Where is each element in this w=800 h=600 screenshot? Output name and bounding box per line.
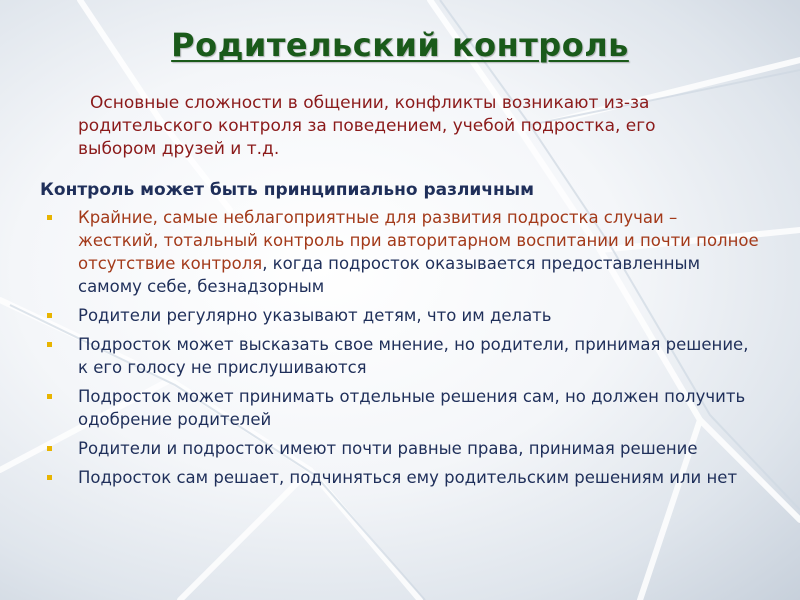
bullet-square-icon xyxy=(47,342,52,347)
list-item-text: Родители и подросток имеют почти равные права, принимая решение xyxy=(78,439,698,458)
list-item-text: Подросток сам решает, подчиняться ему родительским решениям или нет xyxy=(78,468,738,487)
bullet-square-icon xyxy=(47,313,52,318)
bullet-square-icon xyxy=(47,446,52,451)
bullet-square-icon xyxy=(47,215,52,220)
bullet-list xyxy=(40,206,760,495)
bullet-square-icon xyxy=(47,475,52,480)
list-item xyxy=(40,304,760,327)
list-item-text: Родители регулярно указывают детям, что им делать xyxy=(78,306,552,325)
list-item xyxy=(40,385,760,431)
bullet-square-icon xyxy=(47,394,52,399)
list-item xyxy=(40,437,760,460)
subheading: Контроль может быть принципиально различным xyxy=(40,180,535,200)
list-item xyxy=(40,333,760,379)
list-item-text: Подросток может принимать отдельные решения сам, но должен получить одобрение родителей xyxy=(78,387,746,429)
list-item-text: Подросток может высказать свое мнение, но родители, принимая решение, к его голосу не прислушиваются xyxy=(78,335,749,377)
list-item-highlight: Крайние, самые неблагоприятные для развития подростка случаи – жесткий, тотальный контроль при авторитарном воспитании и почти полное отсутствие контроля xyxy=(78,208,759,273)
list-item-text: , когда подросток оказывается предоставленным самому себе, безнадзорным xyxy=(78,254,701,296)
list-item xyxy=(40,206,760,298)
slide-title: Родительский контроль xyxy=(171,26,629,64)
list-item xyxy=(40,466,760,489)
intro-paragraph: Основные сложности в общении, конфликты возникают из-за родительского контроля за поведением, учебой подростка, его выбором друзей и т.д. xyxy=(78,93,656,159)
